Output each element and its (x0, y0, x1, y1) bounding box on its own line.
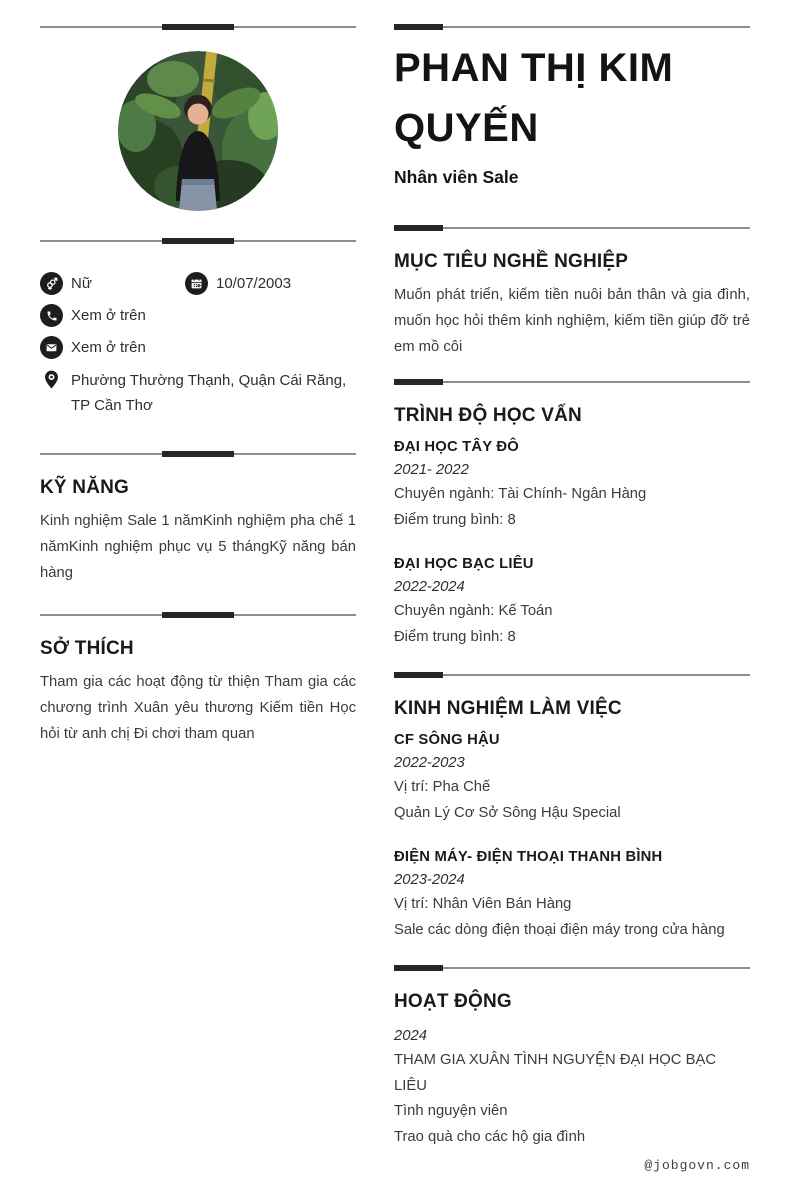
activities-title: HOẠT ĐỘNG (394, 991, 512, 1012)
objective-body: Muốn phát triển, kiếm tiền nuôi bản thân và gia đình, muốn học hỏi thêm kinh nghiệm, kiếm tiền giúp đỡ trẻ em mồ côi (394, 287, 750, 355)
info-gender (40, 272, 185, 295)
phone-value: Xem ở trên (71, 307, 146, 324)
gender-value: Nữ (71, 275, 92, 292)
divider (394, 26, 750, 28)
info-phone (40, 304, 356, 327)
experience-period: 2023-2024 (394, 872, 465, 888)
activity-role: Tình nguyện viên (394, 1103, 508, 1119)
company-name: CF SÔNG HẬU (394, 732, 500, 748)
company-name: ĐIỆN MÁY- ĐIỆN THOẠI THANH BÌNH (394, 849, 663, 865)
divider (40, 453, 356, 455)
location-icon (40, 368, 63, 391)
email-value: Xem ở trên (71, 339, 146, 356)
activity-period: 2024 (394, 1028, 427, 1044)
experience-entry (394, 849, 750, 943)
experience-entry (394, 732, 750, 826)
profile-photo (118, 51, 278, 211)
right-column (394, 0, 750, 1185)
activity-detail: Trao quà cho các hộ gia đình (394, 1128, 586, 1145)
experience-position: Vị trí: Pha Chế (394, 779, 491, 795)
objective-title: MỤC TIÊU NGHỀ NGHIỆP (394, 251, 629, 272)
gender-icon (40, 272, 63, 295)
education-gpa: Điểm trung bình: 8 (394, 511, 516, 528)
phone-icon (40, 304, 63, 327)
personal-info (40, 272, 356, 418)
divider (394, 227, 750, 229)
left-column (40, 0, 356, 1185)
watermark: @jobgovn.com (644, 1158, 750, 1173)
education-entry (394, 556, 750, 650)
education-gpa: Điểm trung bình: 8 (394, 628, 516, 645)
education-major: Chuyên ngành: Tài Chính- Ngân Hàng (394, 486, 647, 502)
experience-period: 2022-2023 (394, 755, 465, 771)
skills-body: Kinh nghiệm Sale 1 nămKinh nghiệm pha chế 1 nămKinh nghiệm phục vụ 5 thángKỹ năng bán hàng (40, 513, 356, 581)
section-activities (394, 989, 750, 1150)
experience-detail: Sale các dòng điện thoại điện máy trong cửa hàng (394, 921, 725, 938)
hobbies-title: SỞ THÍCH (40, 638, 134, 659)
education-major: Chuyên ngành: Kế Toán (394, 603, 553, 619)
experience-detail: Quản Lý Cơ Sở Sông Hậu Special (394, 804, 621, 821)
calendar-icon (185, 272, 208, 295)
school-name: ĐẠI HỌC BẠC LIÊU (394, 556, 534, 572)
divider (40, 614, 356, 616)
address-value: Phường Thường Thạnh, Quận Cái Răng, TP Cần Thơ (71, 372, 347, 414)
profile-photo-illustration (118, 51, 278, 211)
divider (394, 674, 750, 676)
divider (40, 26, 356, 28)
email-icon (40, 336, 63, 359)
school-name: ĐẠI HỌC TÂY ĐÔ (394, 439, 520, 455)
education-period: 2022-2024 (394, 579, 465, 595)
job-title: Nhân viên Sale (394, 167, 519, 187)
education-title: TRÌNH ĐỘ HỌC VẤN (394, 405, 582, 426)
divider (394, 381, 750, 383)
activity-event: THAM GIA XUÂN TÌNH NGUYỆN ĐẠI HỌC BẠC LIÊU (394, 1052, 717, 1094)
info-address (40, 368, 356, 418)
hobbies-body: Tham gia các hoạt động từ thiện Tham gia các chương trình Xuân yêu thương Kiếm tiền Học hỏi từ anh chị Đi chơi tham quan (40, 674, 356, 742)
section-objective (394, 249, 750, 360)
divider (394, 967, 750, 969)
divider (40, 240, 356, 242)
birthdate-value: 10/07/2003 (216, 275, 292, 292)
activity-entry (394, 1025, 750, 1150)
info-email (40, 336, 356, 359)
experience-position: Vị trí: Nhân Viên Bán Hàng (394, 896, 572, 912)
skills-title: KỸ NĂNG (40, 477, 130, 498)
section-experience (394, 696, 750, 943)
education-period: 2021- 2022 (394, 462, 469, 478)
education-entry (394, 439, 750, 533)
info-birthdate (185, 272, 291, 295)
candidate-name: PHAN THỊ KIM QUYẾN (394, 46, 674, 150)
section-education (394, 403, 750, 650)
experience-title: KINH NGHIỆM LÀM VIỆC (394, 698, 622, 719)
